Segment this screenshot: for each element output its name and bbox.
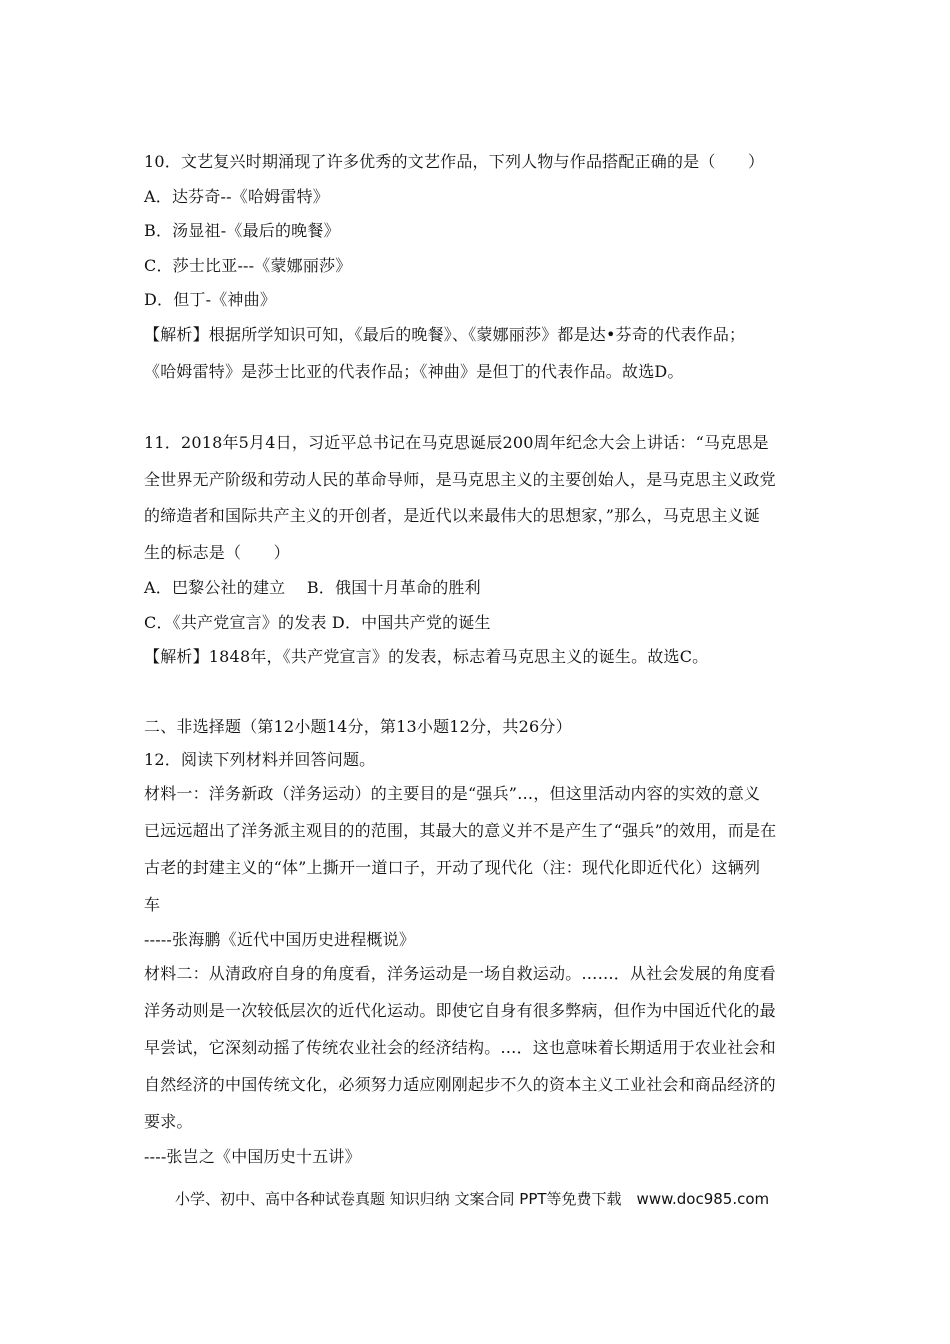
material1-source: -----张海鹏《近代中国历史进程概说》 (144, 930, 416, 949)
material2-line-5: 要求。 (144, 1112, 193, 1131)
q11-analysis: 【解析】1848年，《共产党宣言》的发表，标志着马克思主义的诞生。故选C。 (144, 647, 709, 666)
material2-line-1: 材料二：从清政府自身的角度看，洋务运动是一场自救运动。……．从社会发展的角度看 (144, 964, 776, 983)
material1-line-4: 车 (144, 895, 161, 914)
q10-option-c: C．莎士比亚---《蒙娜丽莎》 (144, 256, 352, 275)
material2-line-3: 早尝试，它深刻动摇了传统农业社会的经济结构。…．这也意味着长期适用于农业社会和 (144, 1038, 776, 1057)
q11-options-ab: A．巴黎公社的建立 B．俄国十月革命的胜利 (144, 578, 481, 597)
section2-heading: 二、非选择题（第12小题14分，第13小题12分，共26分） (144, 717, 572, 736)
material2-line-4: 自然经济的中国传统文化，必须努力适应刚刚起步不久的资本主义工业社会和商品经济的 (144, 1075, 776, 1094)
q11-stem-line-3: 的缔造者和国际共产主义的开创者，是近代以来最伟大的思想家，”那么，马克思主义诞 (144, 506, 760, 525)
q11-stem-line-2: 全世界无产阶级和劳动人民的革命导师，是马克思主义的主要创始人，是马克思主义政党 (144, 470, 776, 489)
material1-line-2: 已远远超出了洋务派主观目的的范围，其最大的意义并不是产生了“强兵”的效用，而是在 (144, 821, 777, 840)
q10-option-b: B．汤显祖-《最后的晚餐》 (144, 221, 340, 240)
footer-download-note: 小学、初中、高中各种试卷真题 知识归纳 文案合同 PPT等免费下载 www.doc985.com (175, 1190, 770, 1208)
q10-stem: 10．文艺复兴时期涌现了许多优秀的文艺作品，下列人物与作品搭配正确的是（ ） (144, 152, 765, 171)
material2-source: ----张岂之《中国历史十五讲》 (144, 1147, 361, 1166)
q11-options-cd: C．《共产党宣言》的发表 D．中国共产党的诞生 (144, 613, 491, 632)
q11-stem-line-1: 11．2018年5月4日，习近平总书记在马克思诞辰200周年纪念大会上讲话：“马克思是 (144, 433, 769, 452)
q12-stem: 12．阅读下列材料并回答问题。 (144, 750, 376, 769)
material1-line-1: 材料一：洋务新政（洋务运动）的主要目的是“强兵”…，但这里活动内容的实效的意义 (144, 784, 761, 803)
material1-line-3: 古老的封建主义的“体”上撕开一道口子，开动了现代化（注：现代化即近代化）这辆列 (144, 858, 761, 877)
q10-option-d: D．但丁-《神曲》 (144, 290, 277, 309)
q10-option-a: A．达芬奇--《哈姆雷特》 (144, 187, 329, 206)
q10-analysis-line-1: 【解析】根据所学知识可知，《最后的晚餐》、《蒙娜丽莎》都是达•芬奇的代表作品； (144, 325, 746, 344)
material2-line-2: 洋务动则是一次较低层次的近代化运动。即使它自身有很多弊病，但作为中国近代化的最 (144, 1001, 776, 1020)
q10-analysis-line-2: 《哈姆雷特》是莎士比亚的代表作品；《神曲》是但丁的代表作品。故选D。 (144, 362, 684, 381)
q11-stem-line-4: 生的标志是（ ） (144, 543, 290, 562)
